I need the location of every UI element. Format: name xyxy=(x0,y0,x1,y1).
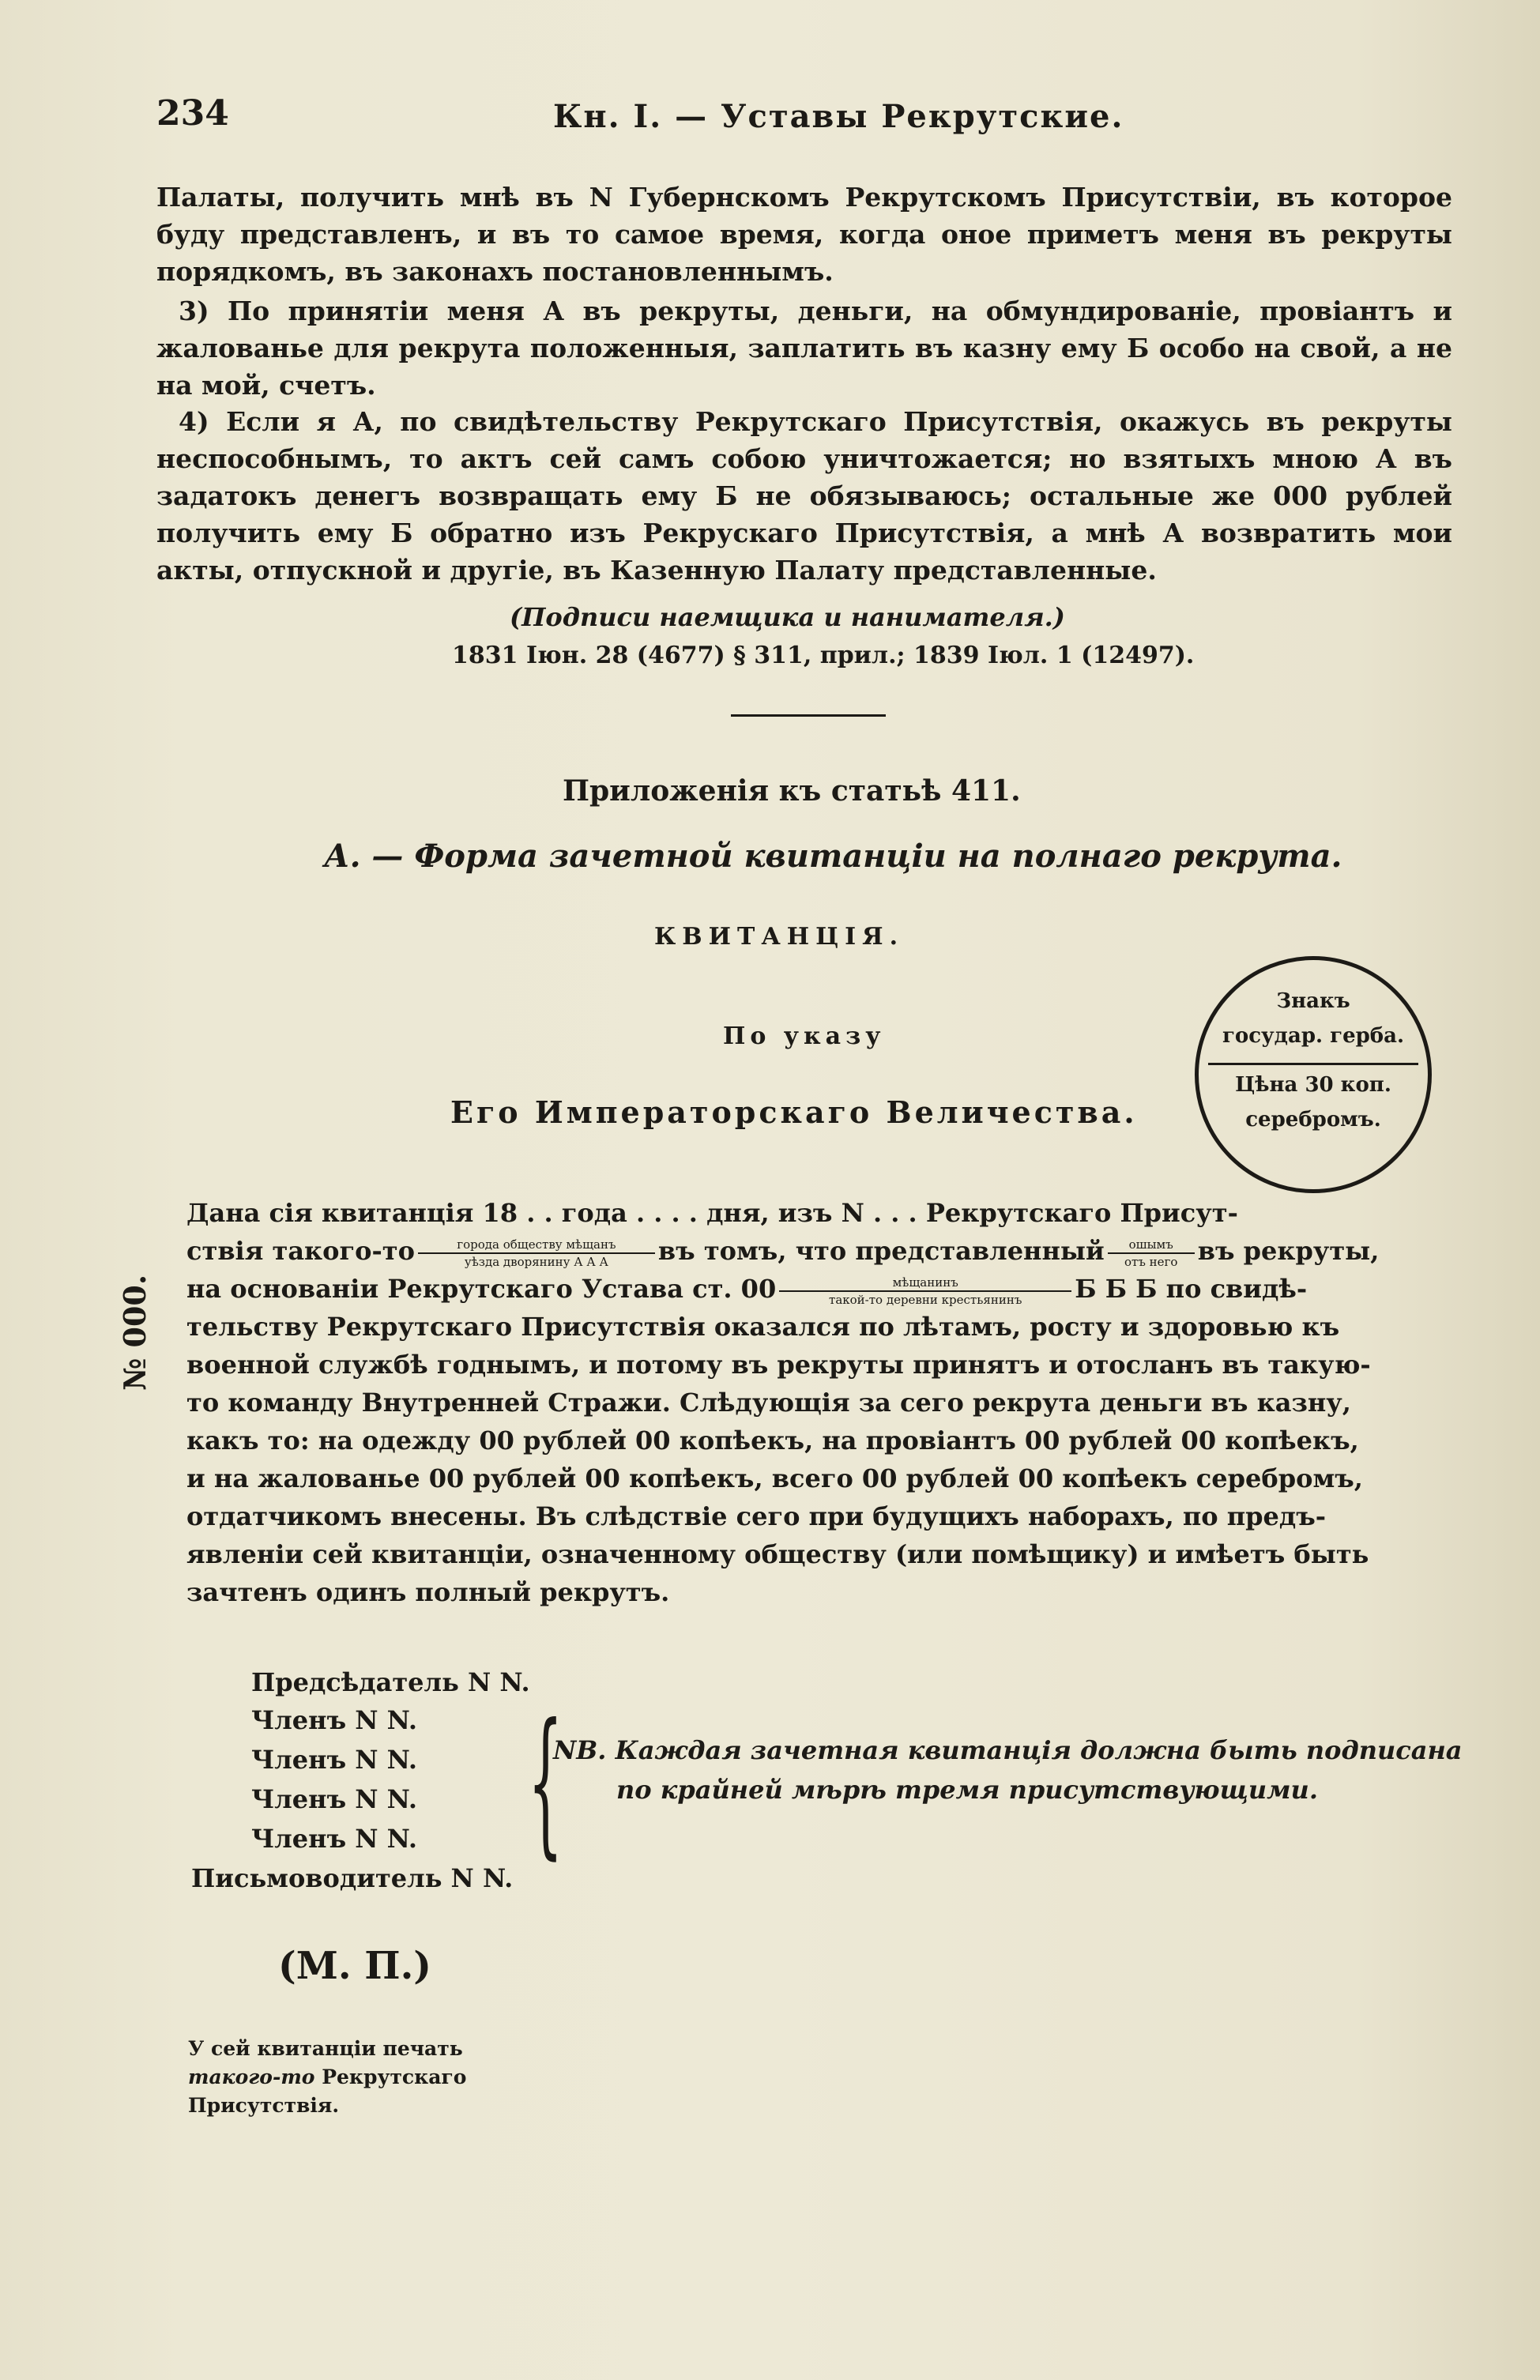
receipt-line: зачтенъ одинъ полный рекрутъ. xyxy=(186,1577,670,1607)
receipt-text-segment: въ томъ, что представленный xyxy=(657,1236,1105,1266)
signature-member: Членъ N N. xyxy=(251,1824,417,1854)
signature-member: Членъ N N. xyxy=(251,1784,417,1814)
seal-note-italic: такого-то xyxy=(188,2066,315,2088)
decree-line: По указу xyxy=(723,1022,886,1050)
seal-note-text: Рекрутскаго xyxy=(314,2066,467,2088)
fill-in-slot xyxy=(418,1237,655,1269)
appendix-heading: Приложенія къ статьѣ 411. xyxy=(563,774,1021,808)
receipt-line: отдатчикомъ внесены. Въ слѣдствіе сего при будущихъ наборахъ, по предъ- xyxy=(186,1501,1327,1531)
receipt-line: какъ то: на одежду 00 рублей 00 копѣекъ, на провіантъ 00 рублей 00 копѣекъ, xyxy=(186,1425,1359,1455)
fill-hint-below: такой-то деревни крестьянинъ xyxy=(829,1292,1022,1307)
fill-hint-above: города обществу мѣщанъ xyxy=(457,1237,616,1252)
legal-citation: 1831 Іюн. 28 (4677) § 311, прил.; 1839 Іюл. 1 (12497). xyxy=(452,642,1195,669)
seal-note: Присутствія. xyxy=(188,2094,340,2117)
fill-hint-below: уѣзда дворянину А А А xyxy=(464,1254,608,1269)
fill-hint-above: мѣщанинъ xyxy=(892,1275,958,1290)
signature-note: (Подписи наемщика и нанимателя.) xyxy=(510,602,1065,632)
running-head: Кн. I. — Уставы Рекрутские. xyxy=(553,98,1124,135)
serial-number: № 000. xyxy=(117,1274,152,1391)
nb-note: по крайней мѣрѣ тремя присутствующими. xyxy=(616,1775,1318,1805)
stamp-line: государ. герба. xyxy=(1222,1024,1405,1048)
signature-chairman: Предсѣдатель N N. xyxy=(251,1667,530,1697)
fill-hint-above: ошымъ xyxy=(1128,1237,1173,1252)
receipt-line: Дана сія квитанція 18 . . года . . . . дня, изъ N . . . Рекрутскаго Присут- xyxy=(186,1198,1238,1228)
stamp-line: Цѣна 30 коп. xyxy=(1235,1073,1391,1097)
receipt-line: и на жалованье 00 рублей 00 копѣекъ, всего 00 рублей 00 копѣекъ серебромъ, xyxy=(186,1463,1363,1493)
seal-note xyxy=(188,2066,466,2088)
stamp-circle xyxy=(1195,956,1432,1193)
form-title: А. — Форма зачетной квитанціи на полнаго рекрута. xyxy=(324,838,1342,875)
receipt-line xyxy=(186,1236,1459,1269)
receipt-line: явленіи сей квитанціи, означенному обществу (или помѣщику) и имѣетъ быть xyxy=(186,1539,1369,1569)
nb-note: NB. Каждая зачетная квитанція должна быть подписана xyxy=(553,1735,1463,1765)
signature-member: Членъ N N. xyxy=(251,1705,417,1735)
receipt-line: то команду Внутренней Стражи. Слѣдующія за сего рекрута деньги въ казну, xyxy=(186,1388,1351,1418)
seal-note: У сей квитанціи печать xyxy=(188,2037,463,2060)
fill-hint-below: отъ него xyxy=(1124,1254,1178,1269)
receipt-text-segment: на основаніи Рекрутскаго Устава ст. 00 xyxy=(186,1274,777,1304)
receipt-heading: КВИТАНЦІЯ. xyxy=(654,923,905,951)
signature-clerk: Письмоводитель N N. xyxy=(191,1863,514,1893)
fill-in-slot xyxy=(779,1275,1071,1307)
receipt-text-segment: ствія такого-то xyxy=(186,1236,415,1266)
seal-placeholder: (М. П.) xyxy=(278,1944,432,1988)
stamp-divider xyxy=(1208,1063,1418,1065)
curly-brace-icon: { xyxy=(528,1690,563,1874)
majesty-line: Его Императорскаго Величества. xyxy=(450,1094,1138,1130)
receipt-line: военной службѣ годнымъ, и потому въ рекруты принятъ и отосланъ въ такую- xyxy=(186,1350,1371,1380)
receipt-text-segment: въ рекруты, xyxy=(1197,1236,1380,1266)
receipt-line: тельству Рекрутскаго Присутствія оказался по лѣтамъ, росту и здоровью къ xyxy=(186,1312,1340,1342)
paragraph-clause-4: 4) Если я А, по свидѣтельству Рекрутскаго Присутствія, окажусь въ рекруты неспособнымъ, то актъ сей самъ собою уничтожается; но взятыхъ мною А въ задатокъ денегъ возвращать ему Б не обязываюсь; остальные же 000 рублей получить ему Б обратно изъ Рекрускаго Присутствія, а мнѣ А возвратить мои акты, отпускной и другіе, въ Казенную Палату представленные. xyxy=(156,406,1452,586)
receipt-line xyxy=(186,1274,1459,1307)
stamp-line: Знакъ xyxy=(1276,989,1350,1013)
paragraph-clause-3: 3) По принятіи меня А въ рекруты, деньги, на обмундированіе, провіантъ и жалованье для рекрута положенныя, заплатить въ казну ему Б особо на свой, а не на мой, счетъ. xyxy=(156,296,1452,401)
fill-in-slot xyxy=(1108,1237,1195,1269)
receipt-text-segment: Б Б Б по свидѣ- xyxy=(1075,1274,1308,1304)
stamp-line: серебромъ. xyxy=(1245,1108,1381,1132)
paragraph-continuation: Палаты, получить мнѣ въ N Губернскомъ Рекрутскомъ Присутствіи, въ которое буду представленъ, и въ то самое время, когда оное приметъ меня въ рекруты порядкомъ, въ законахъ постановленнымъ. xyxy=(156,182,1452,287)
page-number: 234 xyxy=(156,93,229,134)
signature-member: Членъ N N. xyxy=(251,1745,417,1775)
section-divider xyxy=(731,714,886,717)
